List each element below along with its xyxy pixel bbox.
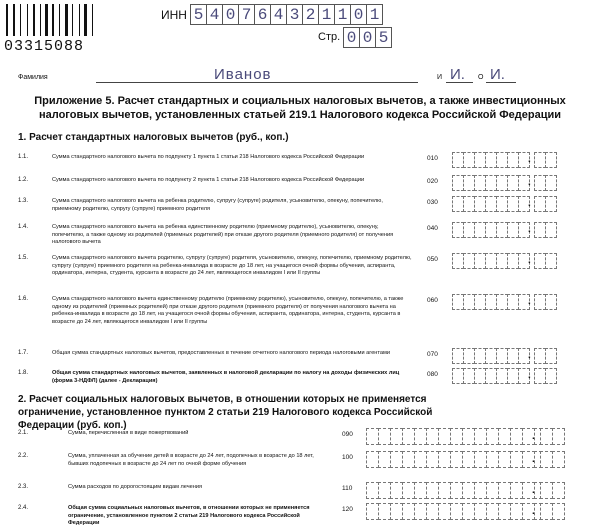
- line-code: 100: [342, 454, 353, 461]
- barcode-bar: [40, 4, 41, 36]
- line-code: 030: [427, 199, 438, 206]
- decimal-point: .: [532, 454, 535, 465]
- kopecks-field[interactable]: [534, 152, 556, 168]
- decimal-point: .: [528, 350, 531, 361]
- barcode-bar: [10, 4, 11, 36]
- rubles-field[interactable]: [452, 175, 529, 191]
- inn-digit-cell[interactable]: 6: [254, 4, 271, 25]
- patronymic-underline: [486, 82, 516, 83]
- inn-digit-cell[interactable]: 4: [270, 4, 287, 25]
- kopecks-digit-cell[interactable]: [552, 482, 565, 499]
- barcode-bar: [70, 4, 71, 36]
- patronymic-label: О: [478, 74, 484, 81]
- inn-digit-cell[interactable]: 5: [190, 4, 207, 25]
- rubles-field[interactable]: [452, 368, 529, 384]
- inn-digit-cell[interactable]: 2: [302, 4, 319, 25]
- decimal-point: .: [532, 485, 535, 496]
- barcode-bar: [50, 4, 51, 36]
- rubles-field[interactable]: [452, 294, 529, 310]
- kopecks-digit-cell[interactable]: [545, 294, 557, 310]
- page-digit-cell[interactable]: 5: [375, 27, 392, 48]
- initial-label: И: [437, 74, 443, 81]
- barcode-bar: [33, 4, 35, 36]
- row-description: Сумма стандартного налогового вычета на ребенка единственному родителю (приемному родителю), усыновителю, опекуну, попечителю, а также одному из родителей (приемных родителей) при отказе другого родителя (приемного родителя) от получения налогового вычета: [52, 224, 394, 245]
- line-code: 010: [427, 155, 438, 162]
- rubles-field[interactable]: [366, 451, 546, 468]
- barcode-bar: [65, 4, 67, 36]
- barcode-bar: [95, 4, 96, 36]
- decimal-point: .: [528, 224, 531, 235]
- inn-digit-cell[interactable]: 7: [238, 4, 255, 25]
- barcode-bar: [42, 4, 43, 36]
- row-number: 2.4.: [18, 505, 29, 511]
- barcode-bar: [22, 4, 24, 36]
- line-code: 020: [427, 178, 438, 185]
- kopecks-field[interactable]: [534, 348, 556, 364]
- row-description: Сумма, уплаченная за обучение детей в возрасте до 24 лет, подопечных в возрасте до 18 лет, бывших подопечных в возрасте до 24 лет по очной форме обучения: [68, 453, 314, 467]
- barcode-bar: [30, 4, 32, 36]
- kopecks-field[interactable]: [534, 368, 556, 384]
- inn-digit-cell[interactable]: 1: [366, 4, 383, 25]
- line-code: 040: [427, 225, 438, 232]
- barcode-number: 03315088: [4, 38, 85, 55]
- kopecks-field[interactable]: [540, 451, 564, 468]
- page-digit-cell[interactable]: 0: [359, 27, 376, 48]
- barcode-bar: [79, 4, 80, 36]
- row-number: 1.5.: [18, 255, 29, 261]
- kopecks-digit-cell[interactable]: [552, 451, 565, 468]
- kopecks-digit-cell[interactable]: [545, 222, 557, 238]
- barcode-bar: [52, 4, 54, 36]
- row-description: Общая сумма социальных налоговых вычетов, в отношении которых не применяется ограничение, установленное пунктом 2 статьи 219 Налогового кодекса Российской Федерации: [68, 505, 310, 526]
- row-number: 2.2.: [18, 453, 29, 459]
- inn-digit-cell[interactable]: 3: [286, 4, 303, 25]
- row-number: 2.1.: [18, 430, 29, 436]
- page-number-field[interactable]: [343, 27, 391, 48]
- initial-first-field[interactable]: И.: [450, 66, 465, 83]
- barcode-bar: [89, 4, 90, 36]
- decimal-point: .: [528, 198, 531, 209]
- kopecks-digit-cell[interactable]: [545, 175, 557, 191]
- barcode-bar: [17, 4, 18, 36]
- inn-digit-cell[interactable]: 1: [318, 4, 335, 25]
- decimal-point: .: [528, 370, 531, 381]
- barcode-bar: [82, 4, 83, 36]
- decimal-point: .: [528, 296, 531, 307]
- kopecks-digit-cell[interactable]: [545, 348, 557, 364]
- barcode-bar: [37, 4, 38, 36]
- inn-digit-cell[interactable]: 0: [350, 4, 367, 25]
- line-code: 120: [342, 506, 353, 513]
- barcode-bar: [62, 4, 64, 36]
- row-number: 1.2.: [18, 177, 29, 183]
- section2-title: 2. Расчет социальных налоговых вычетов, в отношении которых не применяется ограничение, установленное пунктом 2 статьи 219 Налогового кодекса Российской Федерации (руб. коп.): [18, 394, 433, 431]
- line-code: 110: [342, 485, 353, 492]
- barcode-bar: [75, 4, 77, 36]
- rubles-field[interactable]: [366, 428, 546, 445]
- kopecks-digit-cell[interactable]: [545, 253, 557, 269]
- rubles-field[interactable]: [366, 482, 546, 499]
- barcode-bar: [72, 4, 73, 36]
- appendix-title: Приложение 5. Расчет стандартных и социальных налоговых вычетов, а также инвестиционных налоговых вычетов, установленных статьей 219.1 Налогового кодекса Российской Федерации: [34, 95, 566, 121]
- kopecks-field[interactable]: [534, 253, 556, 269]
- kopecks-field[interactable]: [540, 428, 564, 445]
- decimal-point: .: [532, 431, 535, 442]
- surname-label: Фамилия: [18, 74, 48, 81]
- row-description: Сумма стандартного налогового вычета по подпункту 2 пункта 1 статьи 218 Налогового кодекса Российской Федерации: [52, 177, 365, 183]
- row-description: Общая сумма стандартных налоговых вычетов, заявленных в налоговой декларации по налогу на доходы физических лиц (форма 3-НДФЛ) (далее - Декларация): [52, 370, 400, 384]
- kopecks-digit-cell[interactable]: [545, 152, 557, 168]
- inn-field[interactable]: [190, 4, 382, 25]
- barcode-bar: [92, 4, 94, 36]
- barcode-bar: [27, 4, 28, 36]
- barcode-bar: [6, 4, 8, 36]
- line-code: 070: [427, 351, 438, 358]
- row-description: Общая сумма стандартных налоговых вычетов, предоставленных в течение отчетного налогового периода налоговыми агентами: [52, 350, 390, 356]
- section1-title: 1. Расчет стандартных налоговых вычетов (руб., коп.): [18, 132, 289, 143]
- inn-digit-cell[interactable]: 1: [334, 4, 351, 25]
- initial-underline: [446, 82, 473, 83]
- barcode-bar: [56, 4, 57, 36]
- row-number: 1.8.: [18, 370, 29, 376]
- row-description: Сумма стандартного налогового вычета на ребенка родителю, супругу (супруге) родителя, усыновителю, опекуну, попечителю, приемному родителю, супругу (супруге) приемного родителя: [52, 198, 383, 212]
- kopecks-field[interactable]: [540, 482, 564, 499]
- line-code: 080: [427, 371, 438, 378]
- page-label: Стр.: [318, 31, 341, 43]
- kopecks-field[interactable]: [534, 222, 556, 238]
- line-code: 060: [427, 297, 438, 304]
- barcode: [6, 4, 98, 36]
- rubles-field[interactable]: [366, 503, 546, 520]
- rubles-field[interactable]: [452, 196, 529, 212]
- inn-label: ИНН: [161, 8, 187, 22]
- rubles-field[interactable]: [452, 348, 529, 364]
- kopecks-field[interactable]: [534, 175, 556, 191]
- decimal-point: .: [532, 506, 535, 517]
- initial-patronymic-field[interactable]: И.: [490, 66, 505, 83]
- decimal-point: .: [528, 177, 531, 188]
- row-number: 1.7.: [18, 350, 29, 356]
- row-number: 2.3.: [18, 484, 29, 490]
- rubles-field[interactable]: [452, 222, 529, 238]
- decimal-point: .: [528, 255, 531, 266]
- barcode-bar: [84, 4, 86, 36]
- page-digit-cell[interactable]: 0: [343, 27, 360, 48]
- row-description: Сумма стандартного налогового вычета по подпункту 1 пункта 1 статьи 218 Налогового кодекса Российской Федерации: [52, 154, 365, 160]
- kopecks-digit-cell[interactable]: [552, 428, 565, 445]
- row-number: 1.3.: [18, 198, 29, 204]
- rubles-field[interactable]: [452, 152, 529, 168]
- row-number: 1.6.: [18, 296, 29, 302]
- row-number: 1.4.: [18, 224, 29, 230]
- row-number: 1.1.: [18, 154, 29, 160]
- surname-field[interactable]: Иванов: [214, 66, 272, 83]
- kopecks-digit-cell[interactable]: [545, 196, 557, 212]
- barcode-bar: [45, 4, 47, 36]
- kopecks-digit-cell[interactable]: [552, 503, 565, 520]
- kopecks-field[interactable]: [534, 196, 556, 212]
- row-description: Сумма стандартного налогового вычета родителю, супругу (супруге) родителя, усыновителю, опекуну, попечителю, приемному родителю, супругу (супруге) приемного родителя на ребенка-инвалида в возрасте до 18 лет, на учащегося очной формы обучения, аспиранта, ординатора, интерна, студента, курсанта в возрасте до 24 лет, являющегося инвалидом I или II группы: [52, 255, 412, 276]
- inn-digit-cell[interactable]: 0: [222, 4, 239, 25]
- decimal-point: .: [528, 154, 531, 165]
- kopecks-digit-cell[interactable]: [545, 368, 557, 384]
- row-description: Сумма, перечисленная в виде пожертвований: [68, 430, 189, 436]
- rubles-field[interactable]: [452, 253, 529, 269]
- row-description: Сумма стандартного налогового вычета единственному родителю (приемному родителю), усыновителю, опекуну, попечителю, а также одному из родителей (приемных родителей) при отказе другого родителя (приемного родителя) от получения налогового вычета на ребенка-инвалида в возрасте до 18 лет, на учащегося очной формы обучения, аспиранта, ординатора, интерна, студента, курсанта в возрасте до 24 лет, являющегося инвалидом I или II группы: [52, 296, 404, 325]
- line-code: 050: [427, 256, 438, 263]
- barcode-bar: [20, 4, 21, 36]
- kopecks-field[interactable]: [534, 294, 556, 310]
- barcode-bar: [13, 4, 15, 36]
- kopecks-field[interactable]: [540, 503, 564, 520]
- line-code: 090: [342, 431, 353, 438]
- barcode-bar: [59, 4, 60, 36]
- row-description: Сумма расходов по дорогостоящим видам лечения: [68, 484, 202, 490]
- inn-digit-cell[interactable]: 4: [206, 4, 223, 25]
